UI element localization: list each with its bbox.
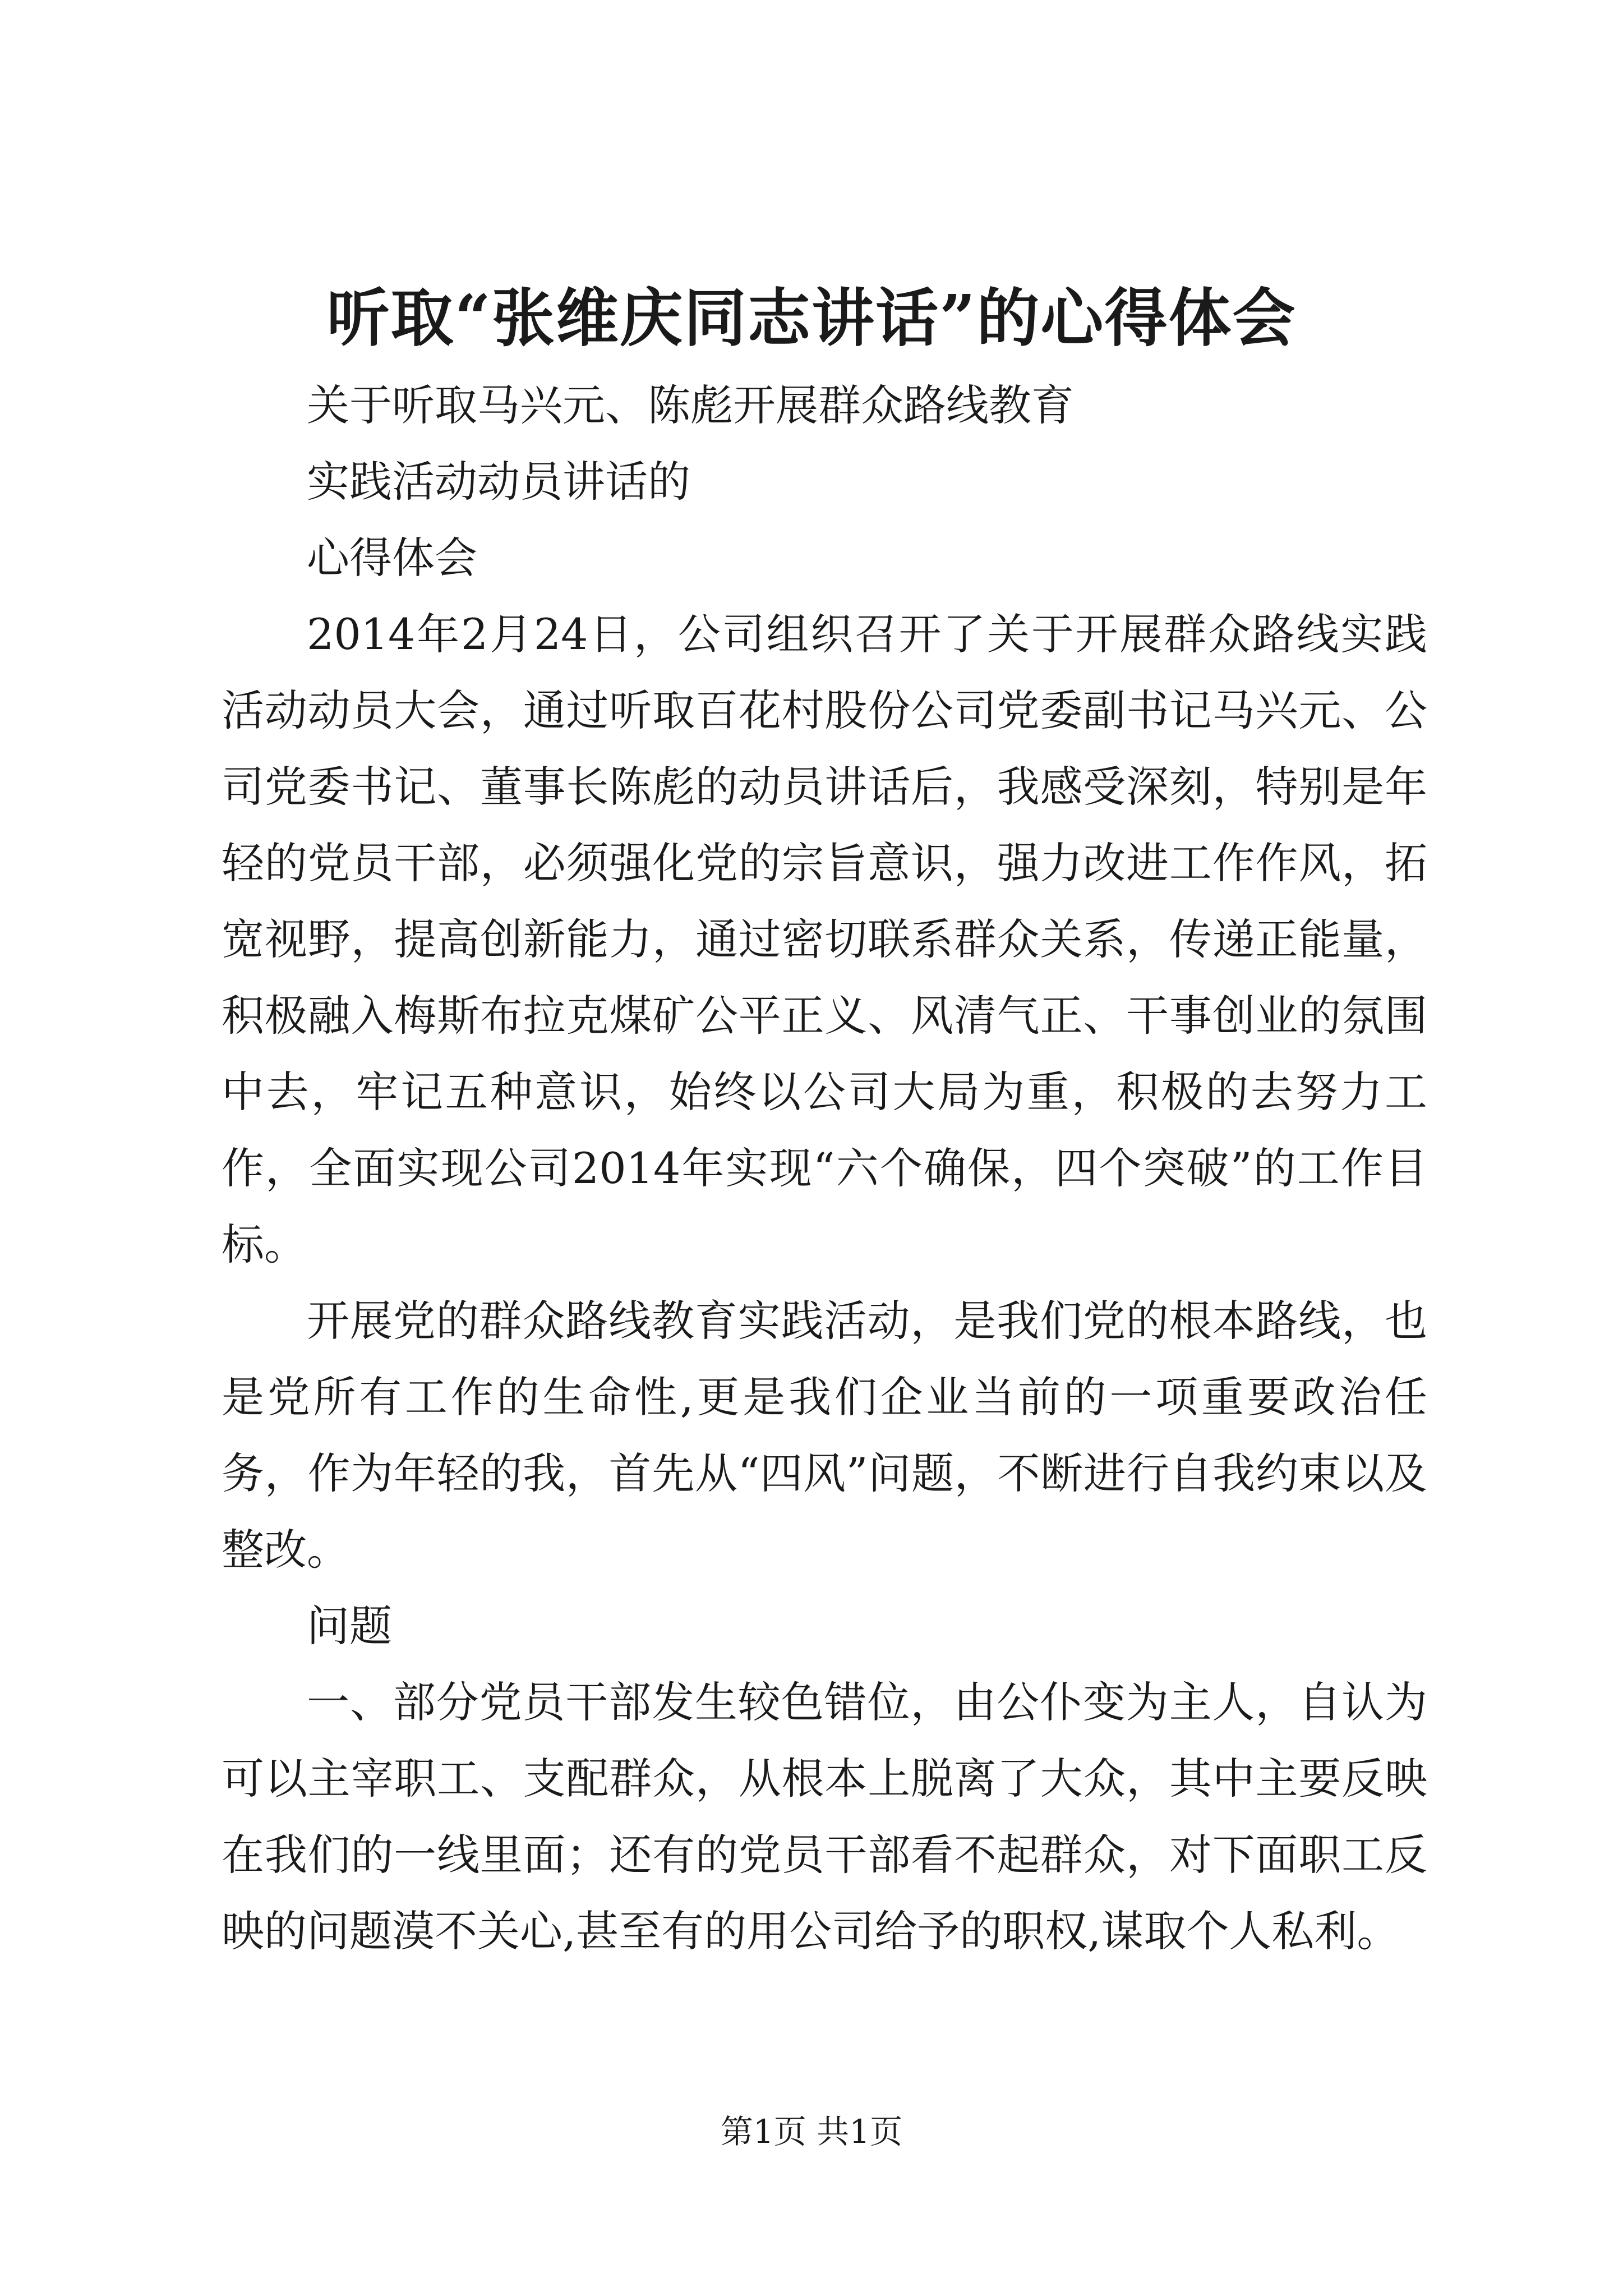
body-paragraph: 2014年2月24日，公司组织召开了关于开展群众路线实践活动动员大会，通过听取百花村股份公司党委副书记马兴元、公司党委书记、董事长陈彪的动员讲话后，我感受深刻，特别是年轻的党员干部，必须强化党的宗旨意识，强力改进工作作风，拓宽视野，提高创新能力，通过密切联系群众关系，传递正能量，积极融入梅斯布拉克煤矿公平正义、风清气正、干事创业的氛围中去，牢记五种意识，始终以公司大局为重，积极的去努力工作，全面实现公司2014年实现“六个确保，四个突破”的工作目标。 — [222, 609, 1427, 1269]
section-heading: 问题 — [307, 1601, 392, 1651]
intro-line: 实践活动动员讲话的 — [307, 457, 690, 507]
page-footer: 第1页 共1页 — [720, 2113, 903, 2151]
body-paragraph: 开展党的群众路线教育实践活动，是我们党的根本路线，也是党所有工作的生命性,更是我们企业当前的一项重要政治任务，作为年轻的我，首先从“四风”问题，不断进行自我约束以及整改。 — [222, 1296, 1427, 1575]
document-body — [222, 367, 1427, 1970]
body-paragraph: 一、部分党员干部发生较色错位，由公仆变为主人，自认为可以主宰职工、支配群众，从根本上脱离了大众，其中主要反映在我们的一线里面；还有的党员干部看不起群众，对下面职工反映的问题漠不关心,甚至有的用公司给予的职权,谋取个人私利。 — [222, 1677, 1427, 1956]
document-title: 听取“张维庆同志讲话”的心得体会 — [326, 282, 1297, 355]
intro-line: 心得体会 — [307, 533, 477, 583]
intro-line: 关于听取马兴元、陈彪开展群众路线教育 — [307, 380, 1074, 430]
